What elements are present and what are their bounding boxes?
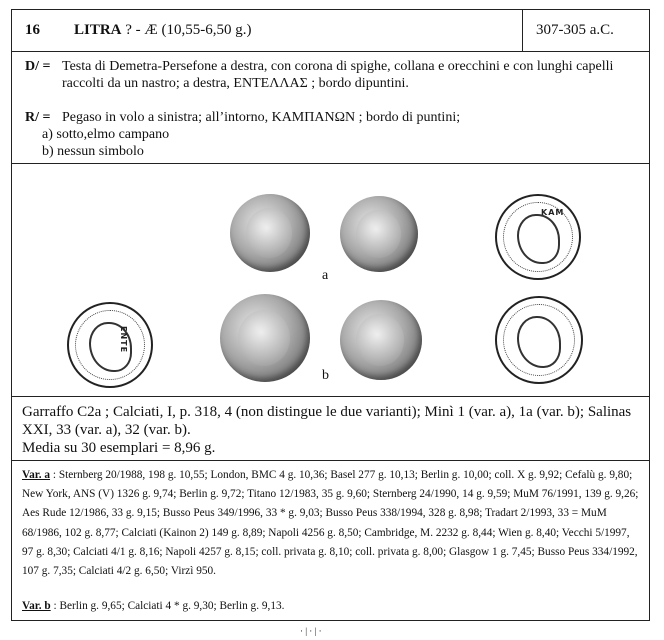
catalog-entry: [11, 9, 650, 621]
bibliography: [12, 397, 649, 461]
variant-a-desc: a) sotto,elmo campano: [42, 127, 170, 142]
coin-drawing-a-reverse: [495, 194, 581, 280]
obverse-label: D/ =: [25, 59, 51, 74]
references-text: [22, 403, 641, 457]
page-footer: · | · | ·: [300, 626, 322, 636]
entry-number: 16: [25, 22, 40, 38]
variant-b-list: : Berlin g. 9,65; Calciati 4 * g. 9,30; Berlin g. 9,13.: [50, 600, 285, 612]
drawing-legend-a: ΚΑΜ: [541, 208, 565, 217]
coin-description: [12, 52, 649, 164]
entry-header: [12, 10, 649, 52]
obverse-text: Testa di Demetra-Persefone a destra, con corona di spighe, collana e orecchini e con lunghi capelli raccolti da un nastro; a destra, ΕΝΤΕΛΛΑΣ ; bordo dipuntini.: [62, 59, 614, 91]
specimen-list: [12, 461, 649, 622]
reverse-label: R/ =: [25, 110, 51, 125]
denomination: LITRA: [74, 22, 122, 38]
average-weight: Media su 30 esemplari = 8,96 g.: [22, 440, 216, 456]
header-divider: [522, 10, 523, 51]
variant-a-list: : Sternberg 20/1988, 198 g. 10,55; London, BMC 4 g. 10,36; Basel 277 g. 10,13; Berlin g. 10,00; coll. X g. 9,92; Cefalù g. 9,80; New York, ANS (V) 1326 g. 9,74; Berlin g. 9,72; Titano 12/1983, 35 g. 9,60; Sternberg 24/1990, 14 g. 9,59; MuM 76/1991, 139 g. 9,26; Aes Rude 12/1986, 33 g. 9,15; Busso Peus 349/1996, 33 * g. 9,03; Busso Peus 338/1994, 328 g. 8,98; Tradart 2/1993, 33 = MuM 68/1986, 102 g. 8,77; Calciati (Kainon 2) 149 g. 8,89; Napoli 4256 g. 8,50; Cambridge, M. 2232 g. 8,44; Wien g. 8,40; Vecchi 5/1997, 97 g. 8,30; Calciati 4/1 g. 8,16; Napoli 4257 g. 8,15; coll. privata g. 8,10; coll. privata g. 8,00; Glasgow 1 g. 7,45; Busso Peus 334/1992, 107 g. 7,35; Calciati 4/2 g. 6,50; Virzì 950.: [22, 469, 639, 578]
coin-photo-a-obverse: [230, 194, 310, 272]
metal-weight: ? - Æ (10,55-6,50 g.): [121, 22, 252, 38]
coin-photo-b-obverse: [220, 294, 310, 382]
variant-label-a: a: [322, 268, 329, 283]
drawing-legend-b: ΕΝΤΕ: [119, 326, 128, 354]
coin-photo-a-reverse: [340, 196, 418, 272]
entry-title: [74, 22, 252, 39]
entry-date: 307-305 a.C.: [536, 22, 614, 38]
variant-label-b: b: [322, 368, 329, 383]
variant-a-label: Var. a: [22, 469, 51, 481]
variant-a-specimens: [22, 466, 641, 581]
coin-images: [12, 164, 649, 397]
reverse-text: Pegaso in volo a sinistra; all’intorno, ΚΑΜΠΑΝΩΝ ; bordo di puntini;: [62, 110, 461, 125]
coin-drawing-b-obverse: [67, 302, 153, 388]
variant-b-specimens: [22, 597, 641, 616]
references-line: Garraffo C2a ; Calciati, I, p. 318, 4 (non distingue le due varianti); Minì 1 (var. a), 1a (var. b); Salinas XXI, 33 (var. a), 32 (var. b).: [22, 404, 632, 438]
coin-drawing-b-reverse: [495, 296, 583, 384]
coin-photo-b-reverse: [340, 300, 422, 380]
variant-b-label: Var. b: [22, 600, 51, 612]
variant-b-desc: b) nessun simbolo: [42, 144, 144, 159]
